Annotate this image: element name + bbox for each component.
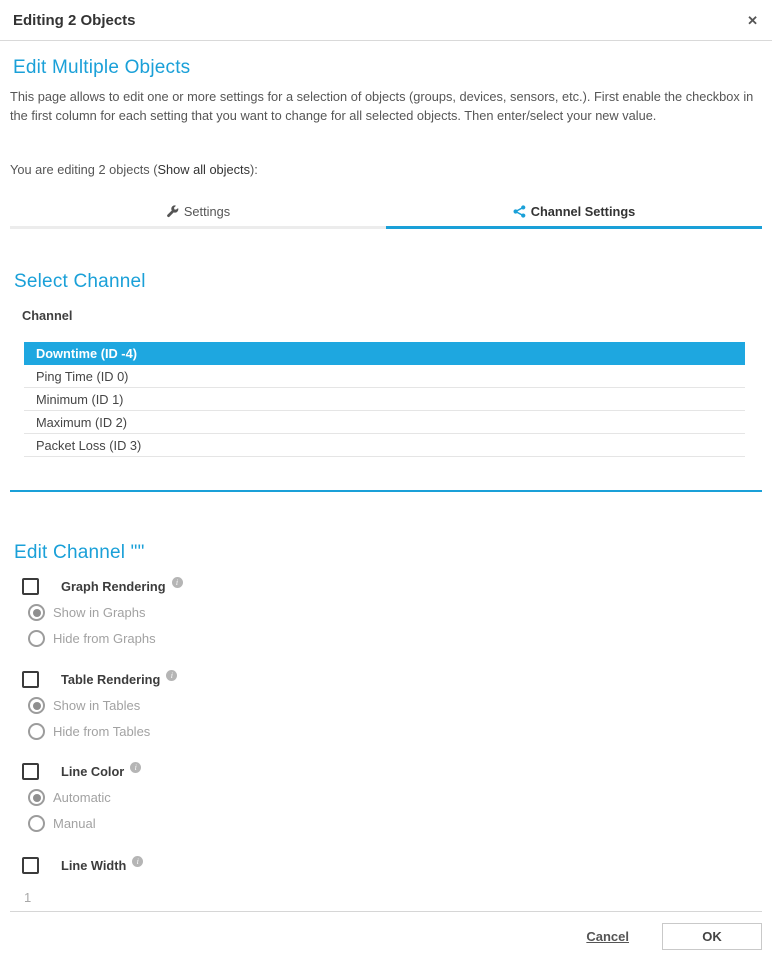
- setting-group-table-rendering: [10, 671, 762, 740]
- dialog-footer: [10, 923, 762, 954]
- option-label: Show in Graphs: [53, 605, 146, 621]
- hide-from-tables-radio[interactable]: [28, 723, 45, 740]
- channel-row-packet-loss[interactable]: Packet Loss (ID 3): [24, 434, 745, 457]
- option-show-in-graphs: [28, 604, 762, 621]
- tab-bar: [10, 204, 762, 229]
- channel-row-downtime[interactable]: Downtime (ID -4): [24, 342, 745, 365]
- page-title: Edit Multiple Objects: [13, 57, 191, 78]
- setting-group-line-width: [10, 857, 762, 912]
- cancel-button[interactable]: Cancel: [586, 929, 629, 945]
- share-icon: [513, 205, 526, 218]
- channel-row-ping-time[interactable]: Ping Time (ID 0): [24, 365, 745, 388]
- info-icon[interactable]: i: [130, 762, 141, 773]
- graph-rendering-checkbox[interactable]: [22, 578, 39, 595]
- setting-header: [22, 578, 762, 595]
- setting-label: Line Width: [61, 858, 127, 874]
- option-automatic: [28, 789, 762, 806]
- setting-header: [22, 857, 762, 874]
- option-label: Hide from Tables: [53, 724, 151, 740]
- info-icon[interactable]: i: [132, 856, 143, 867]
- dialog-header: [0, 0, 772, 41]
- option-show-in-tables: [28, 697, 762, 714]
- show-in-tables-radio[interactable]: [28, 697, 45, 714]
- info-icon[interactable]: i: [166, 670, 177, 681]
- tab-channel-settings-label: Channel Settings: [530, 204, 636, 220]
- setting-label: Line Color: [61, 764, 125, 780]
- tab-settings[interactable]: [10, 204, 386, 229]
- channel-row-minimum[interactable]: Minimum (ID 1): [24, 388, 745, 411]
- channel-row-maximum[interactable]: Maximum (ID 2): [24, 411, 745, 434]
- option-label: Manual: [53, 816, 96, 832]
- option-manual: [28, 815, 762, 832]
- editing-count-prefix: You are editing 2 objects (: [10, 162, 158, 178]
- setting-label: Graph Rendering: [61, 579, 166, 595]
- ok-button[interactable]: OK: [662, 923, 762, 950]
- close-icon[interactable]: ✕: [747, 12, 758, 28]
- setting-group-line-color: [10, 763, 762, 832]
- tab-settings-label: Settings: [183, 204, 231, 220]
- automatic-color-radio[interactable]: [28, 789, 45, 806]
- show-in-graphs-radio[interactable]: [28, 604, 45, 621]
- line-width-input-underline: [10, 911, 762, 912]
- line-width-input[interactable]: 1: [24, 890, 32, 906]
- channel-select-underline: [10, 490, 762, 492]
- channel-column-label: Channel: [22, 308, 73, 324]
- option-hide-from-graphs: [28, 630, 762, 647]
- show-all-objects-link[interactable]: Show all objects: [157, 162, 250, 178]
- dialog-body: [0, 57, 772, 954]
- setting-header: [22, 763, 762, 780]
- option-label: Hide from Graphs: [53, 631, 156, 647]
- manual-color-radio[interactable]: [28, 815, 45, 832]
- info-icon[interactable]: i: [172, 577, 183, 588]
- select-channel-heading: Select Channel: [14, 271, 146, 293]
- tab-channel-settings[interactable]: [386, 204, 762, 229]
- wrench-icon: [166, 205, 179, 218]
- option-label: Show in Tables: [53, 698, 141, 714]
- line-width-checkbox[interactable]: [22, 857, 39, 874]
- option-hide-from-tables: [28, 723, 762, 740]
- line-color-checkbox[interactable]: [22, 763, 39, 780]
- option-label: Automatic: [53, 790, 111, 806]
- hide-from-graphs-radio[interactable]: [28, 630, 45, 647]
- setting-group-graph-rendering: [10, 578, 762, 647]
- setting-label: Table Rendering: [61, 672, 161, 688]
- table-rendering-checkbox[interactable]: [22, 671, 39, 688]
- setting-header: [22, 671, 762, 688]
- edit-channel-heading: Edit Channel "": [14, 542, 145, 564]
- editing-count-line: [10, 162, 762, 177]
- dialog-title: Editing 2 Objects: [13, 11, 136, 29]
- editing-count-suffix: ):: [250, 162, 258, 178]
- intro-description: This page allows to edit one or more settings for a selection of objects (groups, devices, sensors, etc.). First enable the checkbox in the first column for each setting that you want to change for all selected objects. Then enter/select your new value.: [10, 89, 754, 123]
- channel-list: [24, 342, 745, 457]
